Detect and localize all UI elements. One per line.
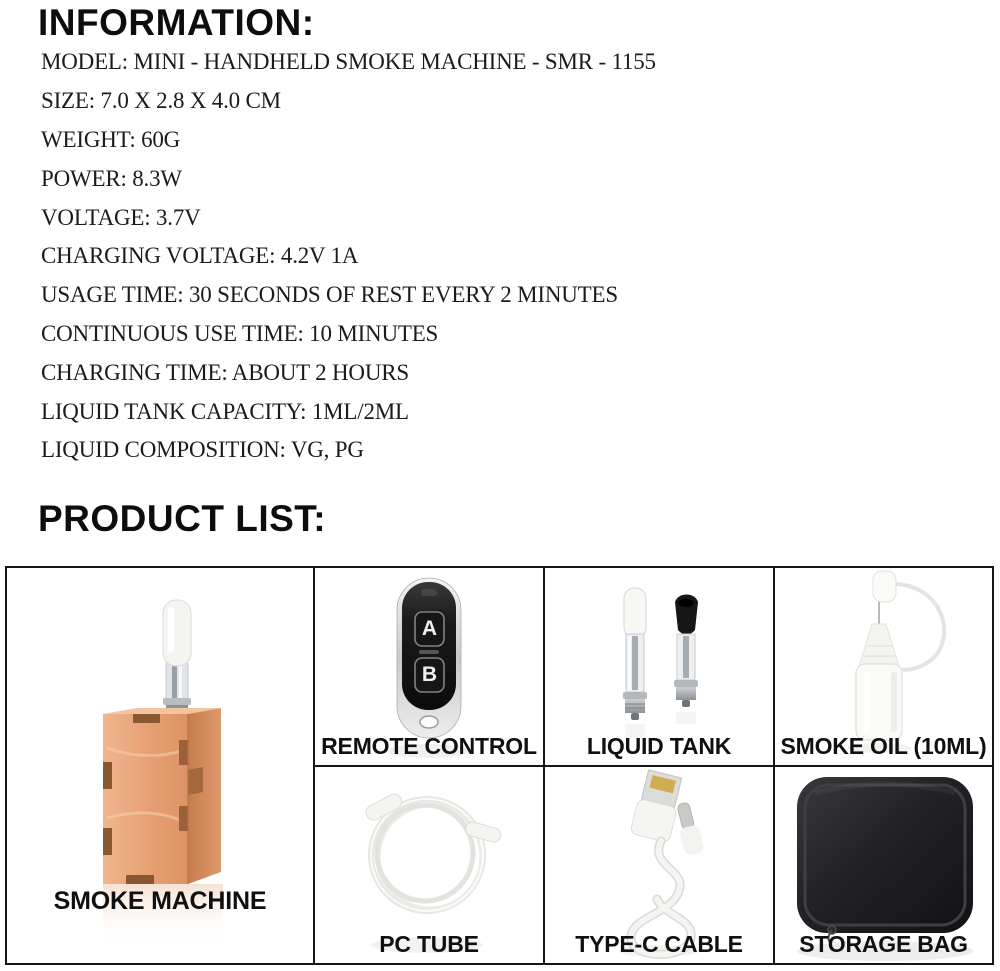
cell-liquid-tank: [543, 568, 773, 765]
information-heading: INFORMATION:: [38, 2, 315, 43]
spec-liquid-composition: LIQUID COMPOSITION: VG, PG: [41, 437, 364, 463]
spec-power: POWER: 8.3W: [41, 165, 182, 191]
remote-control-label: REMOTE CONTROL: [321, 733, 537, 759]
remote-button-a-label: A: [421, 617, 438, 640]
remote-button-b-label: B: [421, 663, 438, 686]
spec-charging-time: CHARGING TIME: ABOUT 2 HOURS: [41, 359, 409, 385]
cell-smoke-oil: [773, 568, 992, 765]
storage-bag-label: STORAGE BAG: [799, 931, 968, 957]
smoke-oil-label: SMOKE OIL (10ML): [780, 733, 987, 759]
liquid-tank-label: LIQUID TANK: [586, 733, 732, 759]
spec-tank-capacity: LIQUID TANK CAPACITY: 1ML/2ML: [41, 398, 409, 424]
product-grid: [5, 566, 994, 965]
cell-remote-control: [313, 568, 543, 765]
smoke-machine-label: SMOKE MACHINE: [53, 887, 267, 915]
spec-list: [41, 43, 656, 470]
type-c-cable-label: TYPE-C CABLE: [575, 931, 743, 957]
cell-pc-tube: [313, 765, 543, 963]
spec-charging-voltage: CHARGING VOLTAGE: 4.2V 1A: [41, 243, 359, 269]
cell-type-c-cable: [543, 765, 773, 963]
cell-storage-bag: [773, 765, 992, 963]
cell-smoke-machine: [7, 568, 313, 963]
spec-voltage: VOLTAGE: 3.7V: [41, 204, 201, 230]
spec-usage-time: USAGE TIME: 30 SECONDS OF REST EVERY 2 MINUTES: [41, 282, 618, 308]
product-list-heading: PRODUCT LIST:: [38, 498, 327, 539]
spec-model: MODEL: MINI - HANDHELD SMOKE MACHINE - SMR - 1155: [41, 49, 656, 75]
spec-size: SIZE: 7.0 X 2.8 X 4.0 CM: [41, 88, 281, 114]
pc-tube-label: PC TUBE: [379, 931, 479, 957]
spec-weight: WEIGHT: 60G: [41, 126, 181, 152]
spec-continuous-use: CONTINUOUS USE TIME: 10 MINUTES: [41, 320, 439, 346]
